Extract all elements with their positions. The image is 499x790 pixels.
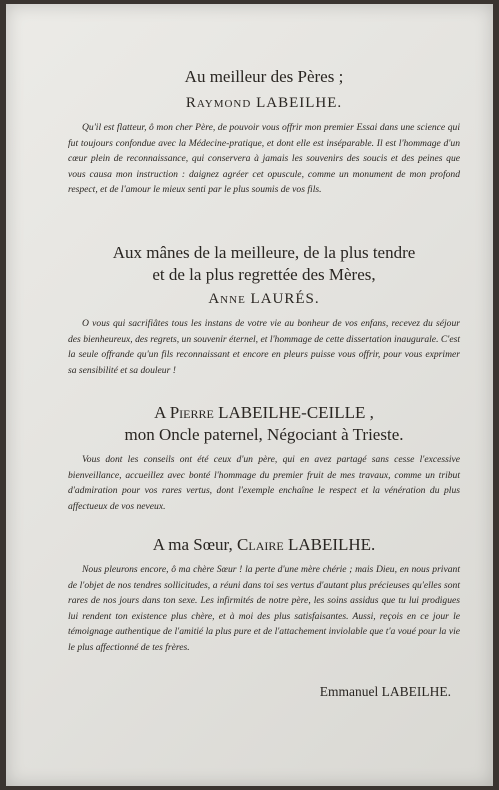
dedication-heading-line2: et de la plus regrettée des Mères,	[152, 265, 376, 284]
dedicatee-name: Anne LAURÉS.	[208, 291, 320, 307]
dedication-heading: A ma Sœur, Claire LABEILHE.	[152, 535, 376, 554]
dedication-heading: Au meilleur des Pères ;	[184, 67, 344, 86]
dedication-father	[68, 66, 460, 198]
dedication-heading-line2: mon Oncle paternel, Négociant à Trieste.	[124, 425, 404, 444]
dedication-text: Nous pleurons encore, ô ma chère Sœur ! la perte d'une mère chérie ; mais Dieu, en nous privant de l'objet de nos tendres sollicitudes, a réuni dans toi ses vertus d'autant plus précieuses qu'elles sont rares de nos jours dans ton sexe. Les infirmités de notre père, les soins assidus que tu lui prodigues lui rendent ton existence plus chère, et à moi des plus satisfaisantes. Aussi, reçois en ce jour le témoignage authentique de l'amitié la plus pure et de l'attachement inviolable que t'a voué pour la vie le plus affectionné de tes frères.	[68, 564, 460, 653]
dedication-text: Vous dont les conseils ont été ceux d'un père, qui en avez partagé sans cesse l'excessive bienveillance, accueillez avec bonté l'hommage du premier fruit de mes travaux, comme un tribut d'admiration pour vos rares vertus, dont l'exemple enchaîne le respect et la vénération du plus affectueux de vos neveux.	[68, 454, 460, 512]
dedication-sister	[68, 534, 460, 656]
dedication-uncle	[68, 402, 460, 514]
dedication-mother	[68, 242, 460, 378]
document-page	[6, 4, 493, 786]
dedication-heading: A Pierre LABEILHE-CEILLE ,	[154, 403, 374, 422]
dedication-heading-line1: Aux mânes de la meilleure, de la plus tendre	[112, 243, 416, 262]
dedication-text: Qu'il est flatteur, ô mon cher Père, de pouvoir vous offrir mon premier Essai dans une science qui fut toujours confondue avec la Médecine-pratique, et dont elle est inséparable. Il est l'hommage d'un cœur plein de reconnaissance, qui conservera à jamais les souvenirs des soucis et des peines que vous causa mon instruction : daignez agréer cet opuscule, comme un monument de mon profond respect, et de l'amour le mieux senti par le plus soumis de vos fils.	[68, 122, 460, 196]
dedication-text: O vous qui sacrifiâtes tous les instans de votre vie au bonheur de vos enfans, recevez du séjour des bienheureux, des regrets, un souvenir éternel, et l'hommage de cette dissertation inaugurale. C'est la seule offrande qu'un fils reconnaissant et encore en pleurs puisse vous offrir, pour vous exprimer sa sensibilité et sa douleur !	[68, 318, 460, 376]
signature: Emmanuel LABEILHE.	[319, 684, 451, 699]
dedicatee-name: Raymond LABEILHE.	[185, 95, 343, 111]
